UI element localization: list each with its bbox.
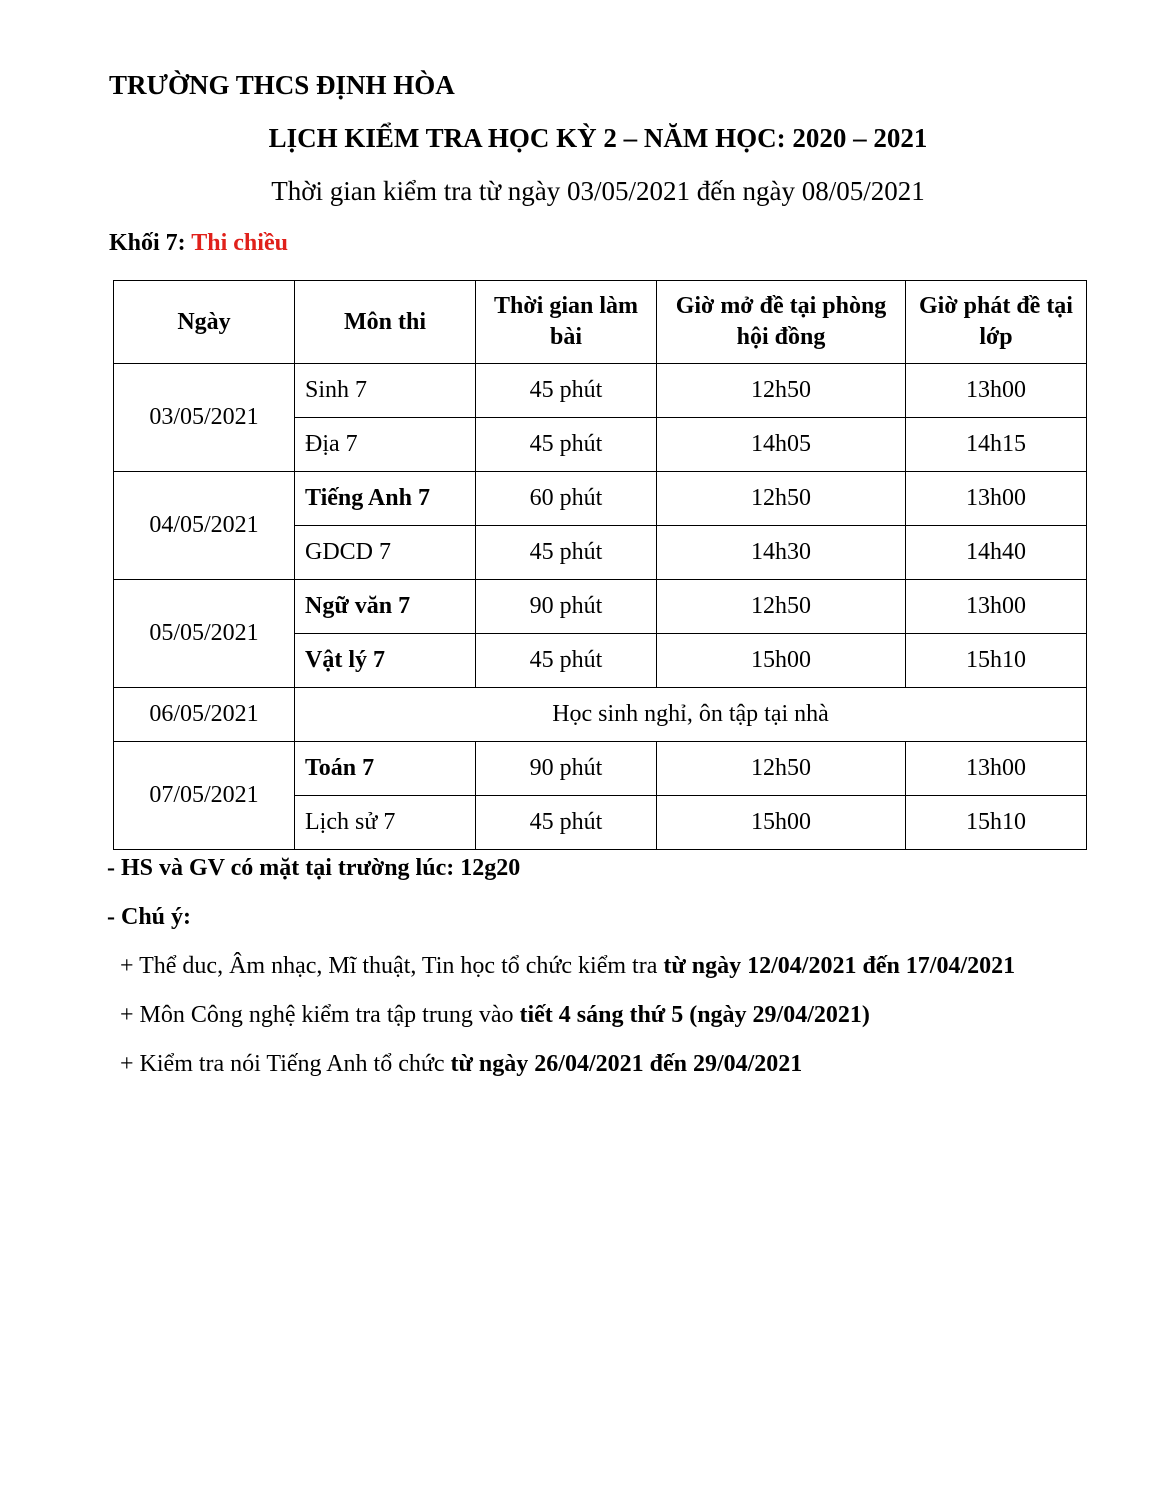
note-item-text: + Thể duc, Âm nhạc, Mĩ thuật, Tin học tổ chức kiểm tra (120, 953, 664, 979)
grade-heading (109, 230, 288, 257)
duration-cell: 60 phút (476, 472, 657, 526)
date-cell: 05/05/2021 (114, 580, 295, 688)
handout-time-cell: 14h40 (906, 526, 1087, 580)
table-row (114, 472, 1087, 526)
handout-time-cell: 13h00 (906, 364, 1087, 418)
subject-cell: Địa 7 (295, 418, 476, 472)
open-time-cell: 14h05 (657, 418, 906, 472)
note-item (120, 1002, 870, 1029)
duration-cell: 45 phút (476, 364, 657, 418)
duration-cell: 45 phút (476, 634, 657, 688)
date-cell: 03/05/2021 (114, 364, 295, 472)
note-item-bold: từ ngày 12/04/2021 đến 17/04/2021 (663, 953, 1016, 979)
exam-schedule-table (113, 280, 1087, 850)
duration-cell: 90 phút (476, 742, 657, 796)
note-item-text: + Môn Công nghệ kiểm tra tập trung vào (120, 1002, 520, 1028)
column-header-duration: Thời gian làm bài (476, 281, 657, 364)
handout-time-cell: 13h00 (906, 580, 1087, 634)
document-title: LỊCH KIỂM TRA HỌC KỲ 2 – NĂM HỌC: 2020 – 2021 (268, 123, 928, 153)
note-item-bold: từ ngày 26/04/2021 đến 29/04/2021 (450, 1051, 803, 1077)
rest-day-note: Học sinh nghỉ, ôn tập tại nhà (295, 688, 1087, 742)
grade-label: Khối 7: (109, 230, 192, 256)
column-header-handout-time: Giờ phát đề tại lớp (906, 281, 1087, 364)
handout-time-cell: 15h10 (906, 796, 1087, 850)
date-cell: 07/05/2021 (114, 742, 295, 850)
column-header-date: Ngày (114, 281, 295, 364)
date-cell: 06/05/2021 (114, 688, 295, 742)
exam-period: Thời gian kiểm tra từ ngày 03/05/2021 đến ngày 08/05/2021 (271, 176, 925, 206)
note-item-bold: tiết 4 sáng thứ 5 (ngày 29/04/2021) (519, 1002, 870, 1028)
open-time-cell: 15h00 (657, 796, 906, 850)
subject-cell: GDCD 7 (295, 526, 476, 580)
school-name: TRƯỜNG THCS ĐỊNH HÒA (109, 70, 455, 100)
table-header-row (114, 281, 1087, 364)
attention-heading: - Chú ý: (107, 904, 192, 930)
handout-time-cell: 13h00 (906, 742, 1087, 796)
column-header-subject: Môn thi (295, 281, 476, 364)
handout-time-cell: 14h15 (906, 418, 1087, 472)
table-row (114, 742, 1087, 796)
handout-time-cell: 15h10 (906, 634, 1087, 688)
arrival-note: - HS và GV có mặt tại trường lúc: 12g20 (107, 855, 521, 881)
open-time-cell: 12h50 (657, 742, 906, 796)
handout-time-cell: 13h00 (906, 472, 1087, 526)
table-row (114, 580, 1087, 634)
open-time-cell: 12h50 (657, 472, 906, 526)
note-item (120, 953, 1015, 980)
table-row (114, 364, 1087, 418)
open-time-cell: 14h30 (657, 526, 906, 580)
note-item (120, 1051, 802, 1078)
duration-cell: 45 phút (476, 796, 657, 850)
date-cell: 04/05/2021 (114, 472, 295, 580)
table-row (114, 688, 1087, 742)
open-time-cell: 12h50 (657, 364, 906, 418)
subject-cell: Vật lý 7 (295, 634, 476, 688)
subject-cell: Toán 7 (295, 742, 476, 796)
subject-cell: Tiếng Anh 7 (295, 472, 476, 526)
duration-cell: 90 phút (476, 580, 657, 634)
open-time-cell: 12h50 (657, 580, 906, 634)
note-item-text: + Kiểm tra nói Tiếng Anh tổ chức (120, 1051, 451, 1077)
duration-cell: 45 phút (476, 526, 657, 580)
column-header-open-time: Giờ mở đề tại phòng hội đồng (657, 281, 906, 364)
subject-cell: Ngữ văn 7 (295, 580, 476, 634)
open-time-cell: 15h00 (657, 634, 906, 688)
subject-cell: Lịch sử 7 (295, 796, 476, 850)
duration-cell: 45 phút (476, 418, 657, 472)
subject-cell: Sinh 7 (295, 364, 476, 418)
grade-session: Thi chiều (191, 230, 288, 256)
